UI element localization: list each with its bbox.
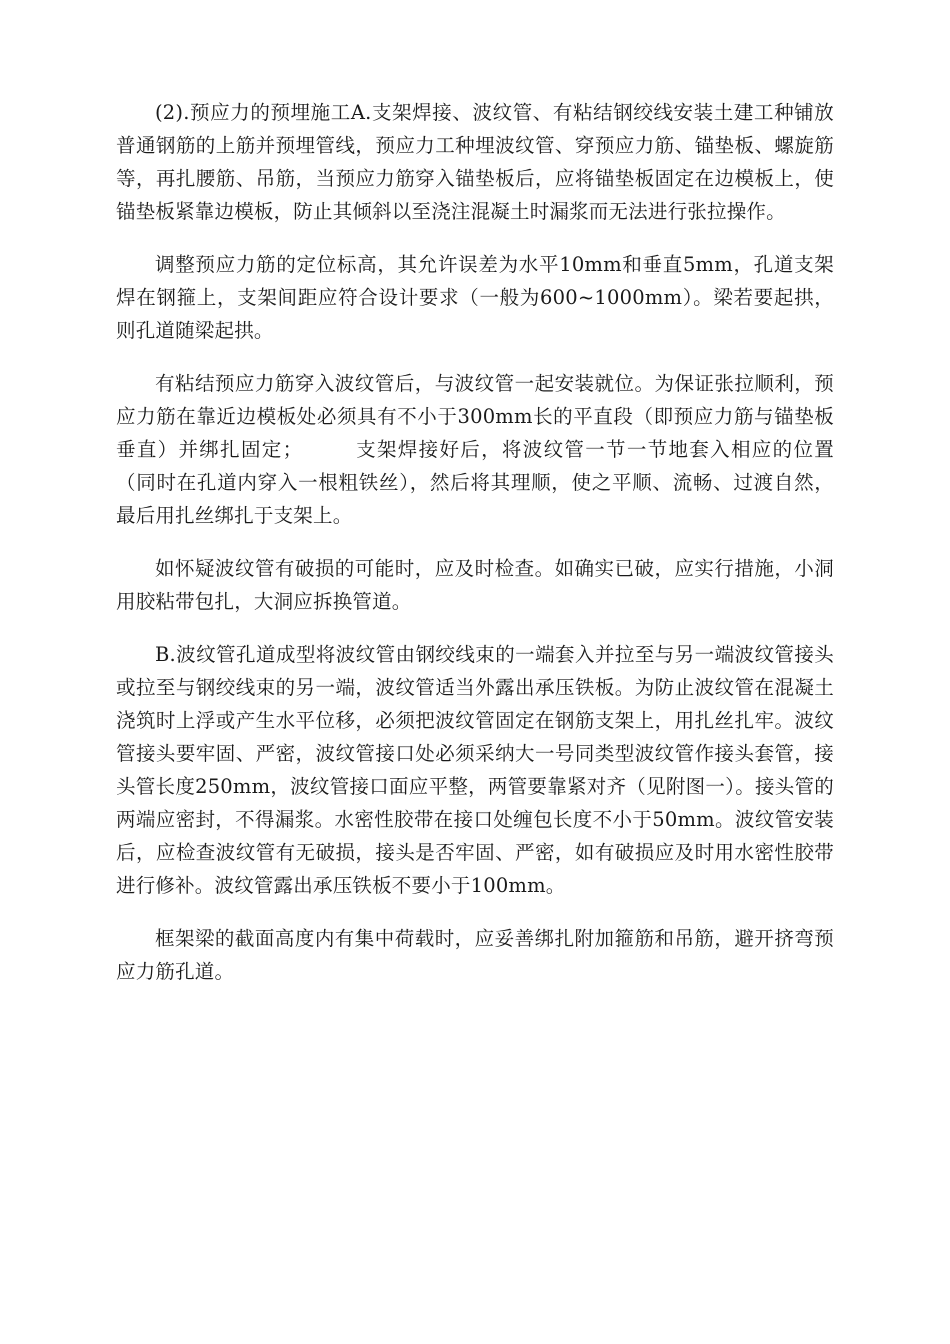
paragraph-damage-check: 如怀疑波纹管有破损的可能时，应及时检查。如确实已破，应实行措施，小洞用胶粘带包扎，大洞应拆换管道。	[116, 557, 834, 613]
paragraph-frame-beam-stirrups: 框架梁的截面高度内有集中荷载时，应妥善绑扎附加箍筋和吊筋，避开挤弯预应力筋孔道。	[116, 927, 834, 983]
paragraph-elevation-adjustment: 调整预应力筋的定位标高，其允许误差为水平10mm和垂直5mm，孔道支架焊在钢箍上，支架间距应符合设计要求（一般为600~1000mm）。梁若要起拱，则孔道随梁起拱。	[116, 253, 834, 342]
document-body	[116, 96, 834, 1008]
paragraph-prestress-embedding: (2).预应力的预埋施工A.支架焊接、波纹管、有粘结钢绞线安装土建工种铺放普通钢筋的上筋并预埋管线，预应力工种埋波纹管、穿预应力筋、锚垫板、螺旋筋等，再扎腰筋、吊筋，当预应力筋穿入锚垫板后，应将锚垫板固定在边模板上，使锚垫板紧靠边模板，防止其倾斜以至浇注混凝土时漏浆而无法进行张拉操作。	[116, 101, 834, 223]
paragraph-duct-forming: B.波纹管孔道成型将波纹管由钢绞线束的一端套入并拉至与另一端波纹管接头或拉至与钢绞线束的另一端，波纹管适当外露出承压铁板。为防止波纹管在混凝土浇筑时上浮或产生水平位移，必须把波纹管固定在钢筋支架上，用扎丝扎牢。波纹管接头要牢固、严密，波纹管接口处必须采纳大一号同类型波纹管作接头套管，接头管长度250mm，波纹管接口面应平整，两管要靠紧对齐（见附图一）。接头管的两端应密封，不得漏浆。水密性胶带在接口处缠包长度不小于50mm。波纹管安装后，应检查波纹管有无破损，接头是否牢固、严密，如有破损应及时用水密性胶带进行修补。波纹管露出承压铁板不要小于100mm。	[116, 643, 834, 897]
paragraph-bonded-tendon-install: 有粘结预应力筋穿入波纹管后，与波纹管一起安装就位。为保证张拉顺利，预应力筋在靠近边模板处必须具有不小于300mm长的平直段（即预应力筋与锚垫板垂直）并绑扎固定； 支架焊接好后，将波纹管一节一节地套入相应的位置（同时在孔道内穿入一根粗铁丝），然后将其理顺，使之平顺、流畅、过渡自然，最后用扎丝绑扎于支架上。	[116, 372, 834, 527]
